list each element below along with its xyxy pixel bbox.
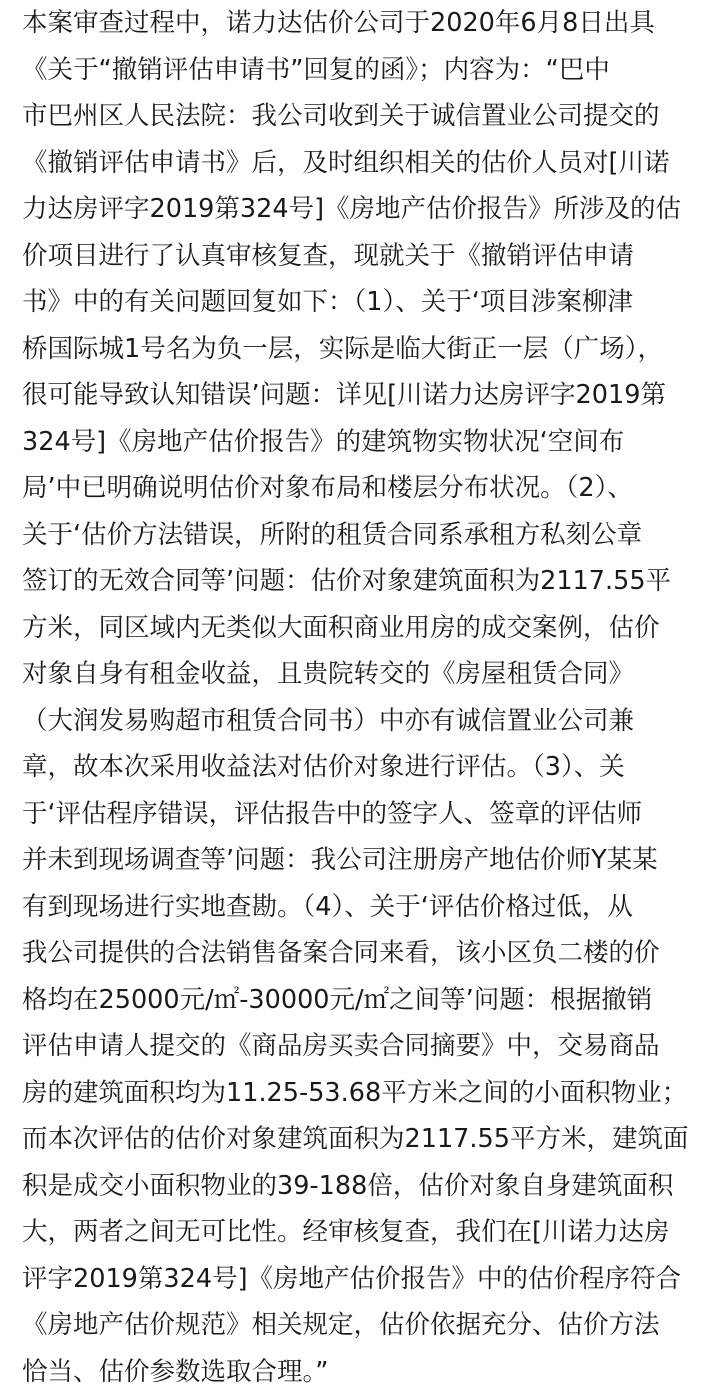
text-line: 力达房评字2019第324号]《房地产估价报告》所涉及的估 xyxy=(22,186,702,233)
text-line: 《关于“撤销评估申请书”回复的函》；内容为：“巴中 xyxy=(22,47,702,94)
text-line: 桥国际城1号名为负一层，实际是临大街正一层（广场）， xyxy=(22,326,702,373)
text-line: 格均在25000元/㎡-30000元/㎡之间等’问题：根据撤销 xyxy=(22,977,702,1024)
text-line: 局’中已明确说明估价对象布局和楼层分布状况。（2）、 xyxy=(22,465,702,512)
text-line: 很可能导致认知错误’问题：详见[川诺力达房评字2019第 xyxy=(22,372,702,419)
text-line: 《撤销评估申请书》后，及时组织相关的估价人员对[川诺 xyxy=(22,140,702,187)
text-line: 书》中的有关问题回复如下：（1）、关于‘项目涉案柳津 xyxy=(22,279,702,326)
text-line: 大，两者之间无可比性。经审核复查，我们在[川诺力达房 xyxy=(22,1209,702,1256)
text-line: 324号]《房地产估价报告》的建筑物实物状况‘空间布 xyxy=(22,419,702,466)
text-line: 于‘评估程序错误，评估报告中的签字人、签章的评估师 xyxy=(22,791,702,838)
text-line: 《房地产估价规范》相关规定，估价依据充分、估价方法 xyxy=(22,1302,702,1349)
text-line: 市巴州区人民法院：我公司收到关于诚信置业公司提交的 xyxy=(22,93,702,140)
text-line: 价项目进行了认真审核复查，现就关于《撤销评估申请 xyxy=(22,233,702,280)
text-line: 关于‘估价方法错误，所附的租赁合同系承租方私刻公章 xyxy=(22,512,702,559)
text-line: 本案审查过程中，诺力达估价公司于2020年6月8日出具 xyxy=(22,0,702,47)
text-line: 我公司提供的合法销售备案合同来看，该小区负二楼的价 xyxy=(22,930,702,977)
text-line: 积是成交小面积物业的39-188倍，估价对象自身建筑面积 xyxy=(22,1163,702,1210)
text-line: 对象自身有租金收益，且贵院转交的《房屋租赁合同》 xyxy=(22,651,702,698)
text-line: 房的建筑面积均为11.25-53.68平方米之间的小面积物业； xyxy=(22,1070,702,1117)
text-line: 方米，同区域内无类似大面积商业用房的成交案例，估价 xyxy=(22,605,702,652)
text-line: 评字2019第324号]《房地产估价报告》中的估价程序符合 xyxy=(22,1256,702,1303)
text-line: 恰当、估价参数选取合理。” xyxy=(22,1349,702,1395)
text-line: 评估申请人提交的《商品房买卖合同摘要》中，交易商品 xyxy=(22,1023,702,1070)
text-line: （大润发易购超市租赁合同书）中亦有诚信置业公司兼 xyxy=(22,698,702,745)
text-line: 而本次评估的估价对象建筑面积为2117.55平方米，建筑面 xyxy=(22,1116,702,1163)
text-line: 签订的无效合同等’问题：估价对象建筑面积为2117.55平 xyxy=(22,558,702,605)
text-line: 有到现场进行实地查勘。（4）、关于‘评估价格过低，从 xyxy=(22,884,702,931)
document-body xyxy=(22,0,702,1395)
text-line: 并未到现场调查等’问题：我公司注册房产地估价师Y某某 xyxy=(22,837,702,884)
text-line: 章，故本次采用收益法对估价对象进行评估。（3）、关 xyxy=(22,744,702,791)
